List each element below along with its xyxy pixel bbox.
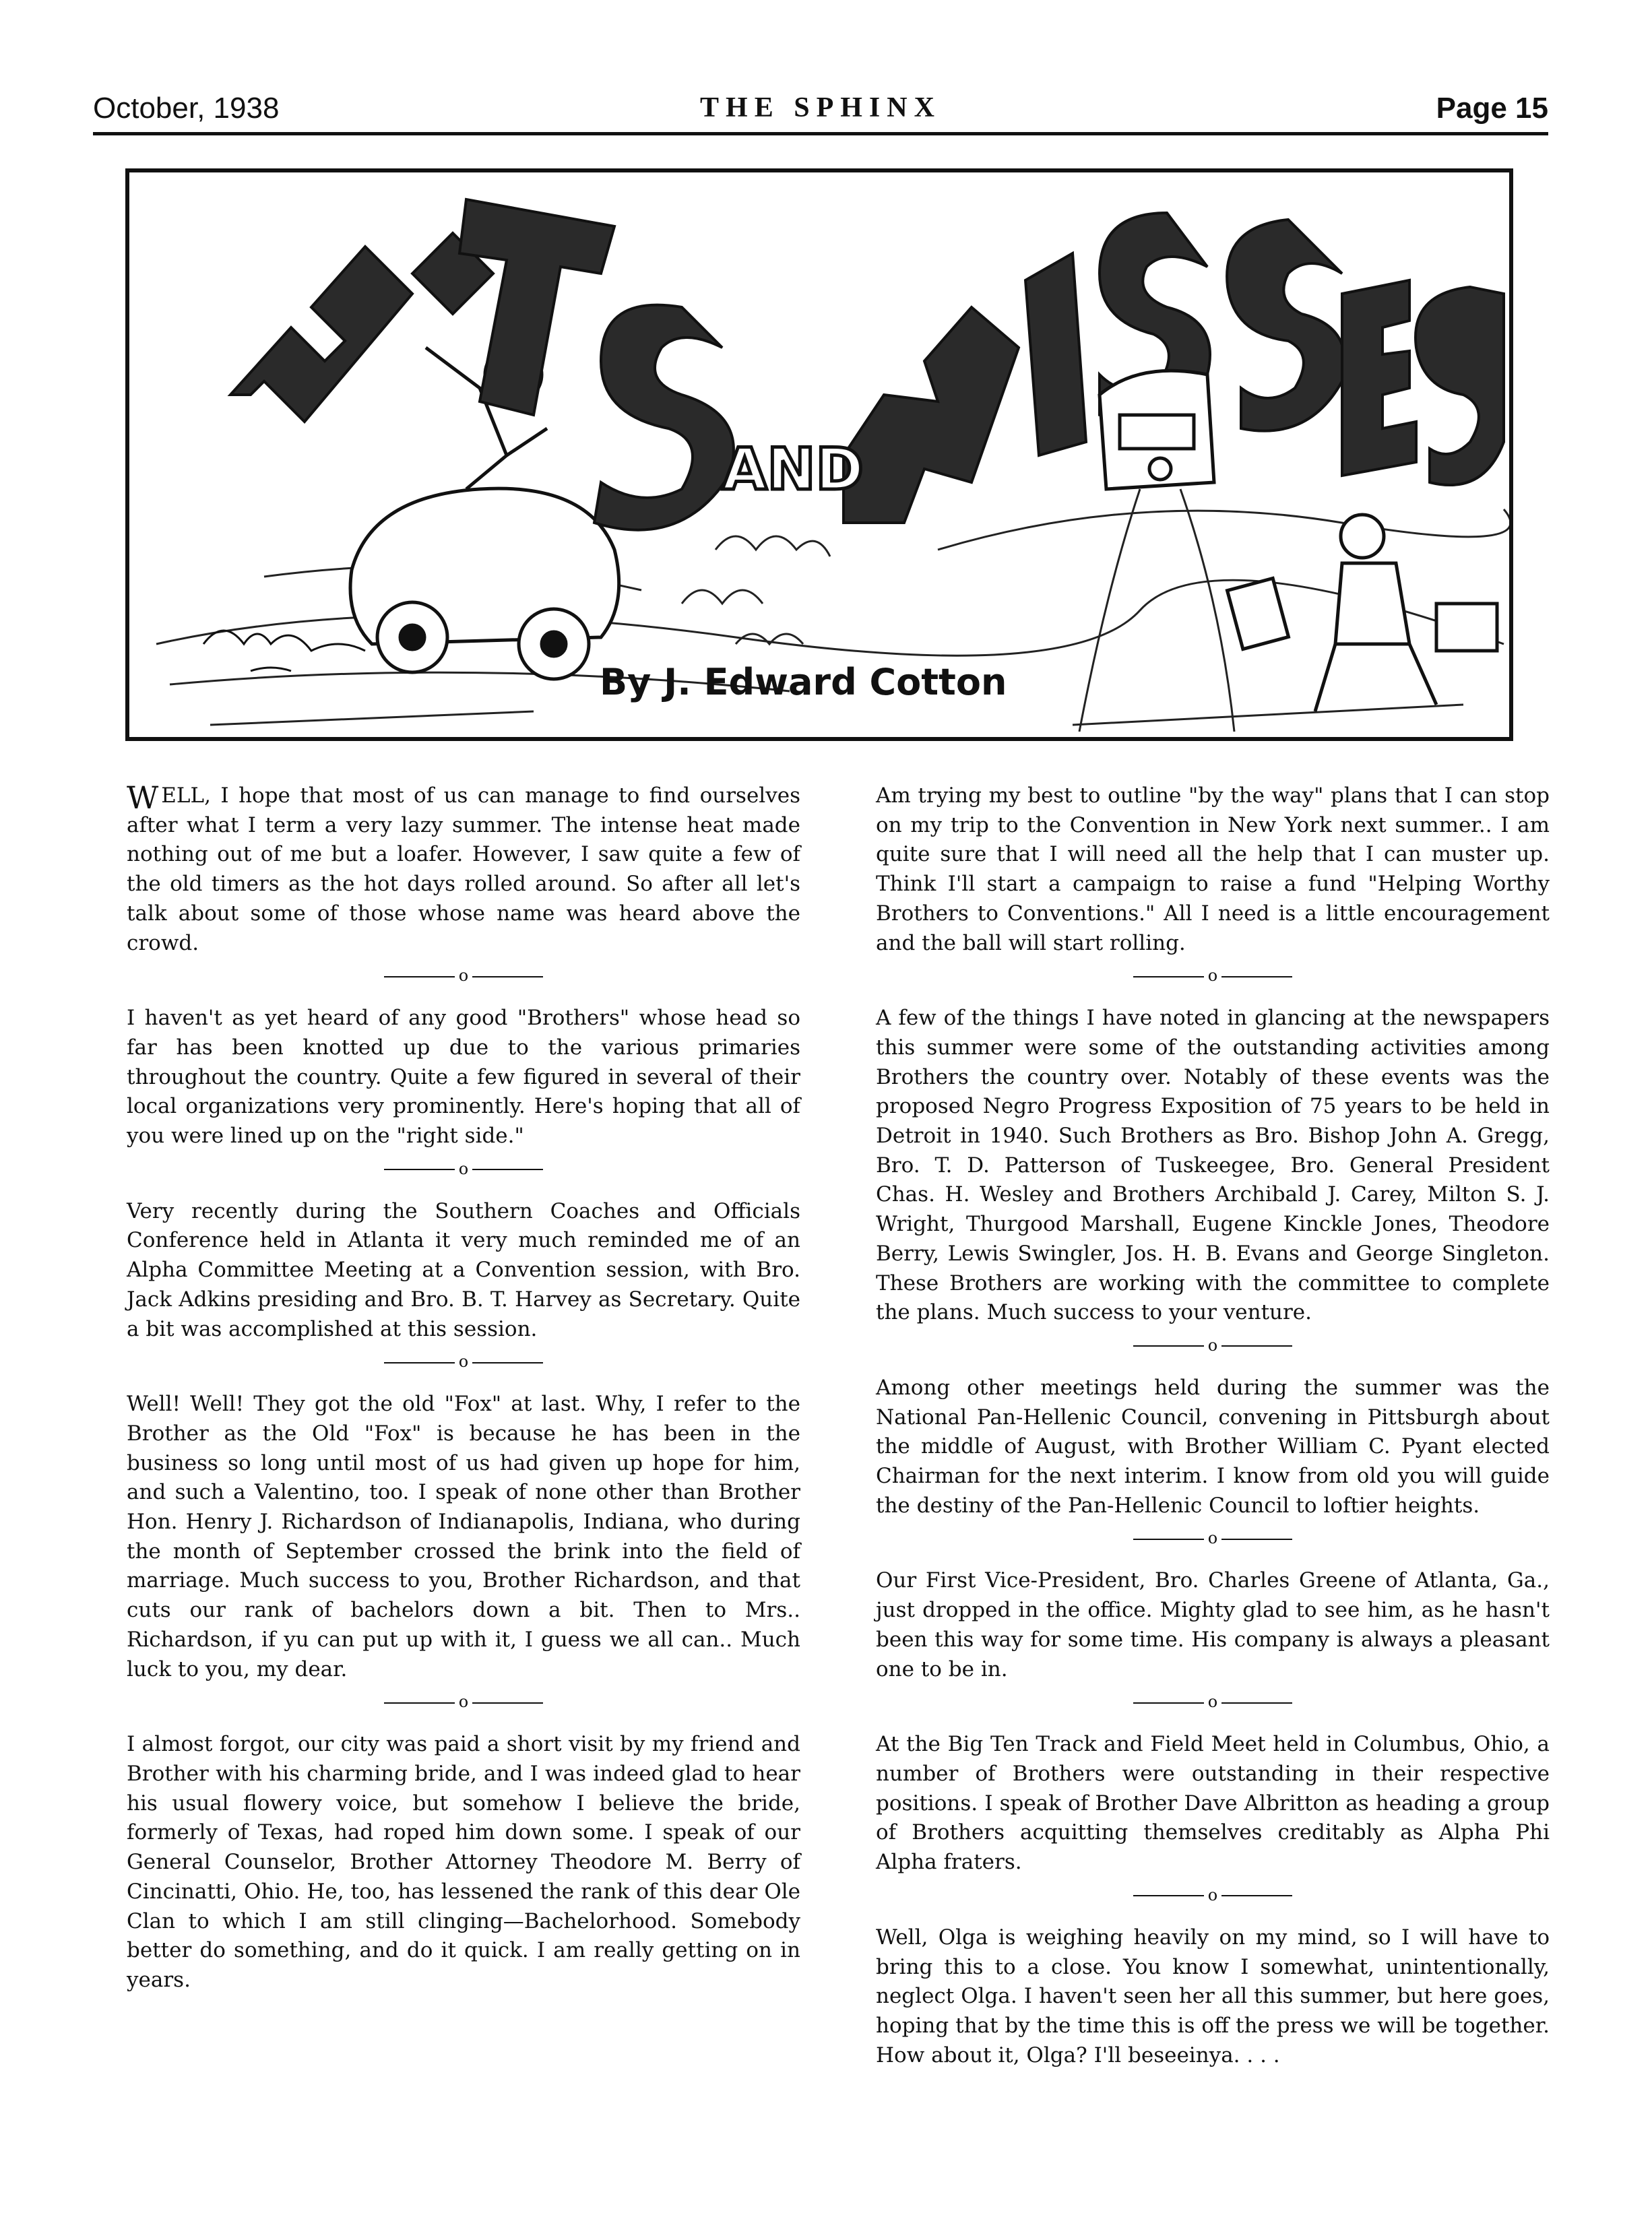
section-separator: o <box>127 1353 800 1370</box>
paragraph: Among other meetings held during the summer was the National Pan-Hellenic Council, convening in Pittsburgh about the middle of August, with Brother William C. Pyant elected Chairman for the next interim. I know from old you will guide the destiny of the Pan-Hellenic Council to loftier heights. <box>876 1375 1550 1518</box>
section-separator: o <box>876 1530 1550 1546</box>
cartoon-illustration <box>129 172 1509 737</box>
section-separator: o <box>127 1161 800 1177</box>
paragraph: Am trying my best to outline "by the way" plans that I can stop on my trip to the Convention in New York next summer.. I am quite sure that I will need all the help that I can muster up. Think I'll start a campaign to raise a fund "Helping Worthy Brothers to Conventions." All I need is a little encouragement and the ball will start rolling. <box>876 783 1550 955</box>
paragraph: Well! Well! They got the old "Fox" at last. Why, I refer to the Brother as the Old "Fox" is because he has been in the business so long until most of us had given up hope for him, and such a Valentino, too. I speak of none other than Brother Hon. Henry J. Richardson of Indianapolis, Indiana, who during the month of September crossed the brink into the field of marriage. Much success to you, Brother Richardson, and that cuts our rank of bachelors down a bit. Then to Mrs.. Richardson, if yu can put up with it, I guess we all can.. Much luck to you, my dear. <box>127 1392 800 1681</box>
section-separator: o <box>127 967 800 984</box>
section-separator: o <box>876 1337 1550 1353</box>
section-separator: o <box>876 1887 1550 1903</box>
publication-title: THE SPHINX <box>700 92 941 123</box>
paragraph: Very recently during the Southern Coaches and Officials Conference held in Atlanta it very much reminded me of an Alpha Committee Meeting at a Convention session, with Bro. Jack Adkins presiding and Bro. B. T. Harvey as Secretary. Quite a bit was accomplished at this session. <box>127 1198 800 1341</box>
hits-and-misses-illustration <box>125 168 1513 741</box>
drop-cap: W <box>127 779 159 816</box>
paragraph: At the Big Ten Track and Field Meet held in Columbus, Ohio, a number of Brothers were outstanding in their respective positions. I speak of Brother Dave Albritton as heading a group of Brothers acquitting themselves creditably as Alpha Phi Alpha fraters. <box>876 1732 1550 1875</box>
paragraph: Our First Vice-President, Bro. Charles Greene of Atlanta, Ga., just dropped in the office. Mighty glad to see him, as he hasn't been this way for some time. His company is always a pleasant one to be in. <box>876 1568 1550 1681</box>
left-column <box>127 781 800 1995</box>
issue-date: October, 1938 <box>93 92 280 125</box>
paragraph-text: ELL, I hope that most of us can manage to find ourselves after what I term a very lazy summer. The intense heat made nothing out of me but a loafer. However, I saw quite a few of the old timers as the hot days rolled around. So after all let's talk about some of those whose name was heard above the crowd. <box>127 783 800 955</box>
paragraph <box>127 781 800 958</box>
right-column <box>876 781 1550 2070</box>
page-header <box>93 92 1548 135</box>
paragraph: Well, Olga is weighing heavily on my mind, so I will have to bring this to a close. You know I somewhat, unintentionally, neglect Olga. I haven't seen her all this summer, but here goes, hoping that by the time this is off the press we will be together. How about it, Olga? I'll beseeinya. . . . <box>876 1925 1550 2067</box>
section-separator: o <box>876 967 1550 984</box>
paragraph: I almost forgot, our city was paid a short visit by my friend and Brother with his charming bride, and I was indeed glad to hear his usual flowery voice, but somehow I believe the bride, formerly of Texas, had roped him down some. I speak of our General Counselor, Brother Attorney Theodore M. Berry of Cincinatti, Ohio. He, too, has lessened the rank of this dear Ole Clan to which I am still clinging—Bachelorhood. Somebody better do something, and do it quick. I am really getting on in years. <box>127 1732 800 1992</box>
article-byline: By J. Edward Cotton <box>600 661 1007 703</box>
paragraph: I haven't as yet heard of any good "Brothers" whose head so far has been knotted up due to the various primaries throughout the country. Quite a few figured in several of their local organizations very prominently. Here's hoping that all of you were lined up on the "right side." <box>127 1006 800 1149</box>
section-separator: o <box>127 1694 800 1710</box>
paragraph: A few of the things I have noted in glancing at the newspapers this summer were some of the outstanding activities among Brothers the country over. Notably of these events was the proposed Negro Progress Exposition of 75 years to be held in Detroit in 1940. Such Brothers as Bro. Bishop John A. Gregg, Bro. T. D. Patterson of Tuskeegee, Bro. General President Chas. H. Wesley and Brothers Archibald J. Carey, Milton S. J. Wright, Thurgood Marshall, Eugene Kinckle Jones, Theodore Berry, Lewis Swingler, Jos. H. B. Evans and George Singleton. These Brothers are working with the committee to complete the plans. Much success to your venture. <box>876 1006 1550 1325</box>
and-word: AND <box>722 436 864 503</box>
section-separator: o <box>876 1694 1550 1710</box>
page-number: Page 15 <box>1436 92 1548 125</box>
